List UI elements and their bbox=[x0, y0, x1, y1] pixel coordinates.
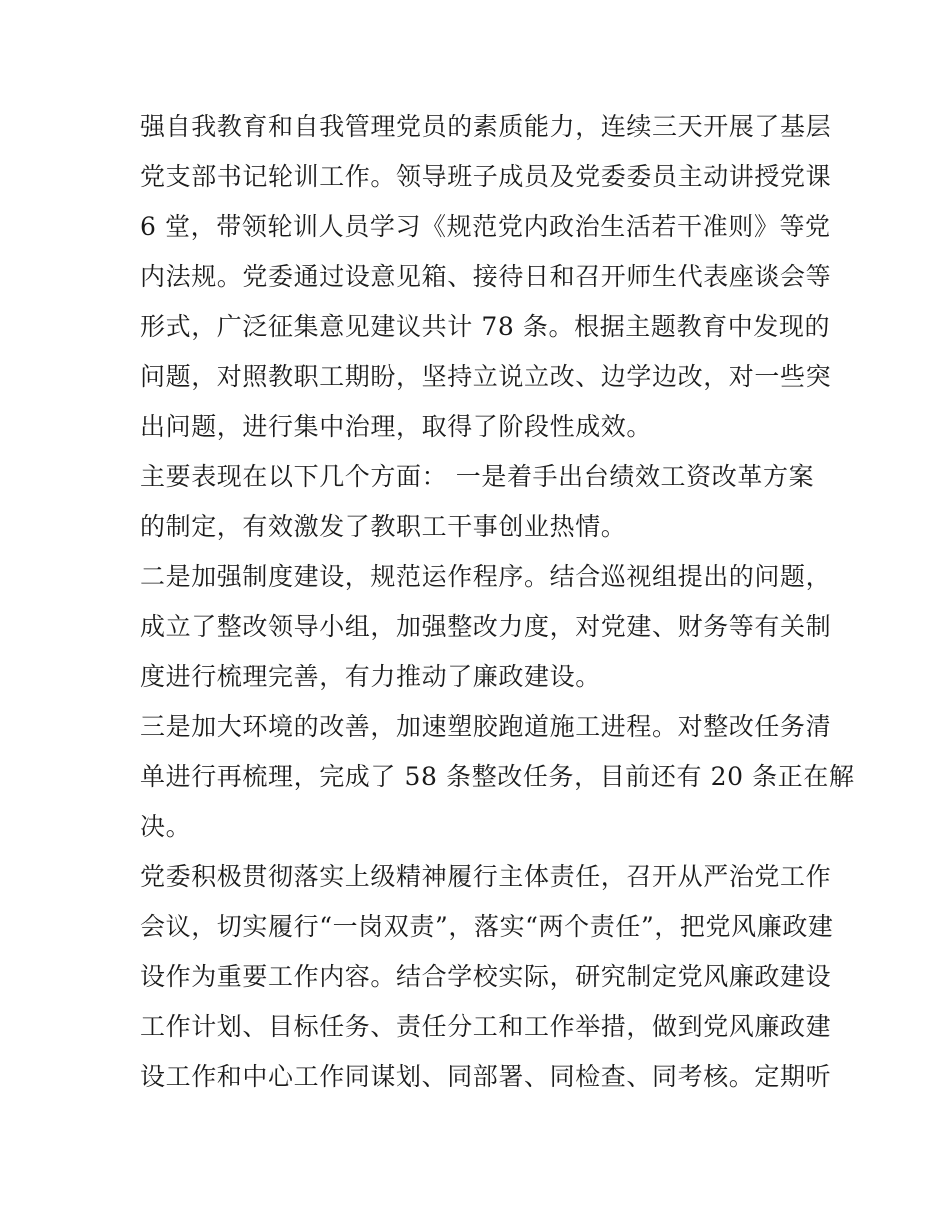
text-line: 形式，广泛征集意见建议共计 78 条。根据主题教育中发现的 bbox=[140, 312, 831, 341]
paragraph-5 bbox=[140, 852, 834, 1102]
text-line: 单进行再梳理，完成了 58 条整改任务，目前还有 20 条正在解 bbox=[140, 762, 855, 791]
text-line: 成立了整改领导小组，加强整改力度，对党建、财务等有关制 bbox=[140, 612, 832, 641]
text-line: 出问题，进行集中治理，取得了阶段性成效。 bbox=[140, 412, 653, 441]
paragraph-2 bbox=[140, 452, 820, 552]
text-line: 的制定，有效激发了教职工干事创业热情。 bbox=[140, 512, 627, 541]
text-line: 设作为重要工作内容。结合学校实际，研究制定党风廉政建设 bbox=[140, 962, 832, 991]
paragraph-3 bbox=[140, 552, 832, 702]
text-line: 党委积极贯彻落实上级精神履行主体责任，召开从严治党工作 bbox=[140, 862, 832, 891]
text-line: 主要表现在以下几个方面： 一是着手出台绩效工资改革方案 bbox=[140, 462, 815, 491]
text-line: 决。 bbox=[140, 812, 192, 841]
text-line: 会议，切实履行“一岗双责”，落实“两个责任”，把党风廉政建 bbox=[140, 912, 834, 941]
paragraph-4 bbox=[140, 702, 855, 852]
text-line: 6 堂，带领轮训人员学习《规范党内政治生活若干准则》等党 bbox=[140, 212, 831, 241]
document-body bbox=[140, 102, 855, 1102]
text-line: 强自我教育和自我管理党员的素质能力，连续三天开展了基层 bbox=[140, 112, 832, 141]
text-line: 设工作和中心工作同谋划、同部署、同检查、同考核。定期听 bbox=[140, 1062, 832, 1091]
text-line: 度进行梳理完善，有力推动了廉政建设。 bbox=[140, 662, 601, 691]
paragraph-1 bbox=[140, 102, 832, 452]
text-line: 问题，对照教职工期盼，坚持立说立改、边学边改，对一些突 bbox=[140, 362, 832, 391]
text-line: 内法规。党委通过设意见箱、接待日和召开师生代表座谈会等 bbox=[140, 262, 832, 291]
text-line: 工作计划、目标任务、责任分工和工作举措，做到党风廉政建 bbox=[140, 1012, 832, 1041]
text-line: 三是加大环境的改善，加速塑胶跑道施工进程。对整改任务清 bbox=[140, 712, 832, 741]
text-line: 二是加强制度建设，规范运作程序。结合巡视组提出的问题， bbox=[140, 562, 832, 591]
text-line: 党支部书记轮训工作。领导班子成员及党委委员主动讲授党课 bbox=[140, 162, 832, 191]
